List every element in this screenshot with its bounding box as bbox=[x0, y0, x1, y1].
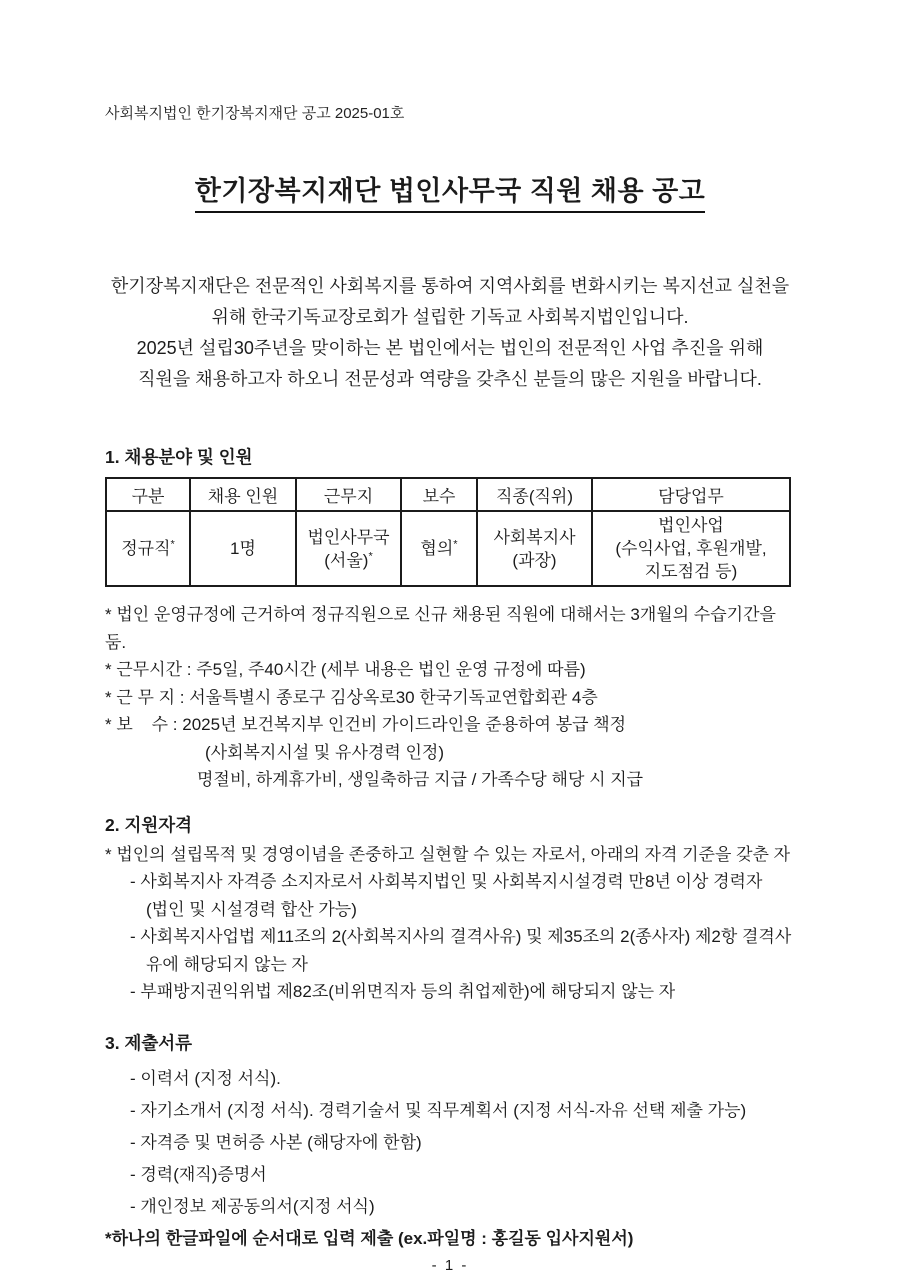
cell-position bbox=[477, 511, 592, 586]
cell-workplace-line2 bbox=[299, 549, 398, 572]
cell-duties bbox=[592, 511, 790, 586]
note-line: * 법인 운영규정에 근거하여 정규직원으로 신규 채용된 직원에 대해서는 3개월의 수습기간을 둠. bbox=[105, 605, 781, 652]
document-item: - 자격증 및 면허증 사본 (해당자에 한함) bbox=[130, 1132, 422, 1152]
asterisk-superscript: * bbox=[368, 549, 373, 562]
section2-heading: 2. 지원자격 bbox=[105, 814, 193, 835]
document-item: - 자기소개서 (지정 서식). 경력기술서 및 직무계획서 (지정 서식-자유 선택 제출 가능) bbox=[130, 1100, 747, 1120]
qualification-line-continuation: 유에 해당되지 않는 자 bbox=[146, 954, 308, 974]
cell-headcount: 1명 bbox=[190, 511, 296, 586]
qualification-line-continuation: (법인 및 시설경력 합산 가능) bbox=[146, 899, 357, 919]
col-header-headcount: 채용 인원 bbox=[190, 478, 296, 511]
col-header-workplace: 근무지 bbox=[296, 478, 401, 511]
intro-line: 2025년 설립30주년을 맞이하는 본 법인에서는 법인의 전문적인 사업 추진을 위해 bbox=[136, 338, 764, 358]
page-title: 한기장복지재단 법인사무국 직원 채용 공고 bbox=[195, 174, 705, 213]
title-wrap bbox=[105, 174, 795, 213]
qualification-line: - 사회복지사 자격증 소지자로서 사회복지법인 및 사회복지시설경력 만8년 이상 경력자 bbox=[130, 872, 763, 891]
intro-line: 한기장복지재단은 전문적인 사회복지를 통하여 지역사회를 변화시키는 복지선교 실천을 bbox=[110, 276, 790, 296]
cell-position-line1: 사회복지사 bbox=[493, 527, 576, 547]
qualification-line: - 사회복지사업법 제11조의 2(사회복지사의 결격사유) 및 제35조의 2(종사자) 제2항 결격사 bbox=[130, 927, 792, 946]
table-header-row bbox=[106, 478, 790, 511]
section3-documents bbox=[105, 1063, 795, 1223]
document-item: - 개인정보 제공동의서(지정 서식) bbox=[130, 1196, 375, 1216]
asterisk-superscript: * bbox=[453, 538, 458, 551]
cell-workplace-line1: 법인사무국 bbox=[307, 527, 390, 547]
col-header-pay: 보수 bbox=[401, 478, 477, 511]
col-header-category: 구분 bbox=[106, 478, 190, 511]
note-line-continuation: (사회복지시설 및 유사경력 인정) bbox=[205, 742, 444, 762]
page-number: - 1 - bbox=[431, 1256, 469, 1273]
intro-line: 직원을 채용하고자 하오니 전문성과 역량을 갖추신 분들의 많은 지원을 바랍니다. bbox=[138, 369, 762, 389]
col-header-position: 직종(직위) bbox=[477, 478, 592, 511]
intro-paragraph bbox=[105, 271, 795, 395]
section1-notes bbox=[105, 601, 795, 794]
asterisk-superscript: * bbox=[170, 538, 175, 551]
recruitment-table bbox=[105, 477, 791, 587]
doc-number: 사회복지법인 한기장복지재단 공고 2025-01호 bbox=[105, 105, 405, 122]
submit-note: *하나의 한글파일에 순서대로 입력 제출 (ex.파일명 : 홍길동 입사지원서) bbox=[105, 1228, 634, 1248]
section2-qualifications bbox=[105, 841, 795, 1006]
note-line: * 근 무 지 : 서울특별시 종로구 김상옥로30 한국기독교연합회관 4층 bbox=[105, 687, 598, 707]
cell-category bbox=[106, 511, 190, 586]
qualification-line: - 부패방지권익위법 제82조(비위면직자 등의 취업제한)에 해당되지 않는 자 bbox=[130, 982, 676, 1001]
cell-duties-line1: 법인사업 bbox=[658, 516, 724, 535]
cell-duties-line2: (수익사업, 후원개발, bbox=[615, 539, 767, 558]
cell-workplace-line2-text: (서울) bbox=[324, 550, 369, 570]
cell-position-line2: (과장) bbox=[512, 550, 557, 570]
intro-line: 위해 한국기독교장로회가 설립한 기독교 사회복지법인입니다. bbox=[211, 307, 689, 327]
note-line: * 보 수 : 2025년 보건복지부 인건비 가이드라인을 준용하여 봉급 책정 bbox=[105, 715, 627, 734]
cell-duties-line3: 지도점검 등) bbox=[644, 562, 738, 581]
note-line: * 근무시간 : 주5일, 주40시간 (세부 내용은 법인 운영 규정에 따름) bbox=[105, 660, 586, 679]
cell-category-text: 정규직 bbox=[121, 539, 171, 558]
section3-heading: 3. 제출서류 bbox=[105, 1032, 193, 1053]
document-item: - 경력(재직)증명서 bbox=[130, 1164, 267, 1184]
cell-pay bbox=[401, 511, 477, 586]
cell-workplace bbox=[296, 511, 401, 586]
document-item: - 이력서 (지정 서식). bbox=[130, 1068, 281, 1088]
section1-heading: 1. 채용분야 및 인원 bbox=[105, 447, 253, 467]
qualification-line: * 법인의 설립목적 및 경영이념을 존중하고 실현할 수 있는 자로서, 아래의 자격 기준을 갖춘 자 bbox=[105, 844, 791, 864]
cell-pay-text: 협의 bbox=[420, 539, 454, 558]
col-header-duties: 담당업무 bbox=[592, 478, 790, 511]
table-row bbox=[106, 511, 790, 586]
note-line-continuation: 명절비, 하계휴가비, 생일축하금 지급 / 가족수당 해당 시 지급 bbox=[197, 770, 644, 789]
